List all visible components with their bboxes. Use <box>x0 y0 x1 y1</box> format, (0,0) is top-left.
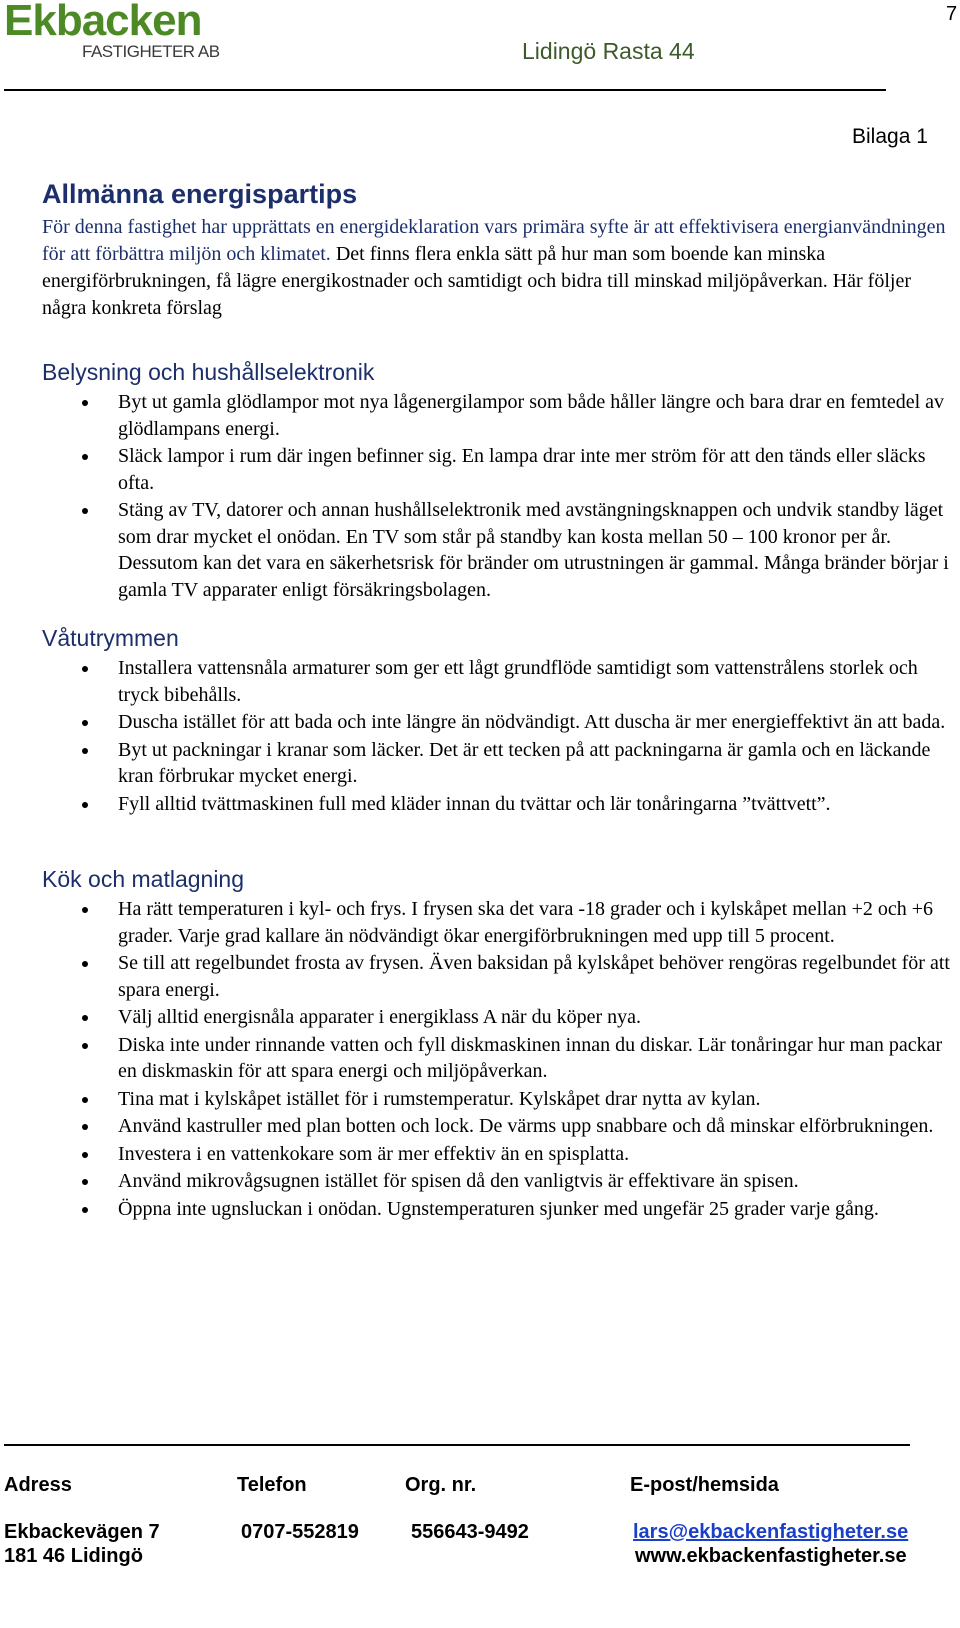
list-item: Fyll alltid tvättmaskinen full med kläder innan du tvättar och lär tonåringarna ”tvättvett”. <box>42 791 956 818</box>
page-number: 7 <box>946 3 958 25</box>
footer-label-address: Adress <box>4 1474 72 1496</box>
footer-phone: 0707-552819 <box>241 1521 359 1543</box>
intro-rest: Det finns flera enkla sätt på hur man som boende kan minska energiförbrukningen, få lägre energikostnader och samtidigt och bidra till minskad miljöpåverkan. Här följer några konkreta förslag <box>42 243 911 319</box>
list-wet-rooms <box>42 655 956 818</box>
list-item: Välj alltid energisnåla apparater i energiklass A när du köper nya. <box>42 1004 956 1031</box>
footer-org-number: 556643-9492 <box>411 1521 529 1543</box>
section-title-lighting: Belysning och hushållselektronik <box>42 359 375 385</box>
footer-address-line1: Ekbackevägen 7 <box>4 1521 160 1543</box>
header-divider <box>4 89 886 91</box>
page-heading: Allmänna energispartips <box>42 179 358 209</box>
company-logo <box>4 2 324 62</box>
document-title: Lidingö Rasta 44 <box>522 38 695 64</box>
list-item: Använd mikrovågsugnen istället för spisen då den vanligtvis är effektivare än spisen. <box>42 1168 956 1195</box>
footer-divider <box>4 1444 910 1446</box>
list-item: Använd kastruller med plan botten och lock. De värms upp snabbare och då minskar elförbrukningen. <box>42 1113 956 1140</box>
list-item: Öppna inte ugnsluckan i onödan. Ugnstemperaturen sjunker med ungefär 25 grader varje gång. <box>42 1196 956 1223</box>
footer-website[interactable]: www.ekbackenfastigheter.se <box>635 1545 907 1567</box>
footer-label-phone: Telefon <box>237 1474 307 1496</box>
list-item: Investera i en vattenkokare som är mer effektiv än en spisplatta. <box>42 1141 956 1168</box>
list-item: Stäng av TV, datorer och annan hushållselektronik med avstängningsknappen och undvik standby läget som drar mycket el onödan. En TV som står på standby kan kosta mellan 50 – 100 kronor per år. Dessutom kan det vara en säkerhetsrisk för bränder om utrustningen är gammal. Många bränder börjar i gamla TV apparater enligt försäkringsbolagen. <box>42 497 956 603</box>
list-item: Diska inte under rinnande vatten och fyll diskmaskinen innan du diskar. Lär tonåringar hur man packar en diskmaskin för att spara energi och miljöpåverkan. <box>42 1032 956 1085</box>
list-item: Tina mat i kylskåpet istället för i rumstemperatur. Kylskåpet drar nytta av kylan. <box>42 1086 956 1113</box>
footer-email-link[interactable]: lars@ekbackenfastigheter.se <box>633 1521 909 1543</box>
list-item: Duscha istället för att bada och inte längre än nödvändigt. Att duscha är mer energieffektivt än att bada. <box>42 709 956 736</box>
list-item: Släck lampor i rum där ingen befinner sig. En lampa drar inte mer ström för att den tänds eller släcks ofta. <box>42 443 956 496</box>
section-title-wet-rooms: Våtutrymmen <box>42 625 179 651</box>
list-item: Ha rätt temperaturen i kyl- och frys. I frysen ska det vara -18 grader och i kylskåpet mellan +2 och +6 grader. Varje grad kallare än nödvändigt ökar energiförbrukningen med upp till 5 procent. <box>42 896 956 949</box>
list-item: Byt ut packningar i kranar som läcker. Det är ett tecken på att packningarna är gamla och en läckande kran förbrukar mycket energi. <box>42 737 956 790</box>
list-item: Se till att regelbundet frosta av frysen. Även baksidan på kylskåpet behöver rengöras regelbundet för att spara energi. <box>42 950 956 1003</box>
logo-subtitle: FASTIGHETER AB <box>82 42 220 61</box>
intro-paragraph <box>42 214 956 322</box>
list-lighting <box>42 389 956 604</box>
appendix-label: Bilaga 1 <box>852 125 928 148</box>
logo-wordmark: Ekbacken <box>4 0 202 45</box>
section-title-kitchen: Kök och matlagning <box>42 866 245 892</box>
footer-label-email-web: E-post/hemsida <box>630 1474 779 1496</box>
footer-address-line2: 181 46 Lidingö <box>4 1545 143 1567</box>
list-item: Byt ut gamla glödlampor mot nya lågenergilampor som både håller längre och bara drar en femtedel av glödlampans energi. <box>42 389 956 442</box>
list-item: Installera vattensnåla armaturer som ger ett lågt grundflöde samtidigt som vattenstrålens storlek och tryck bibehålls. <box>42 655 956 708</box>
footer-label-org: Org. nr. <box>405 1474 477 1496</box>
list-kitchen <box>42 896 956 1223</box>
intro-first-sentence: För denna fastighet har upprättats en energideklaration vars primära syfte är att effektivisera energianvändningen för att förbättra miljön och klimatet. <box>42 216 946 265</box>
